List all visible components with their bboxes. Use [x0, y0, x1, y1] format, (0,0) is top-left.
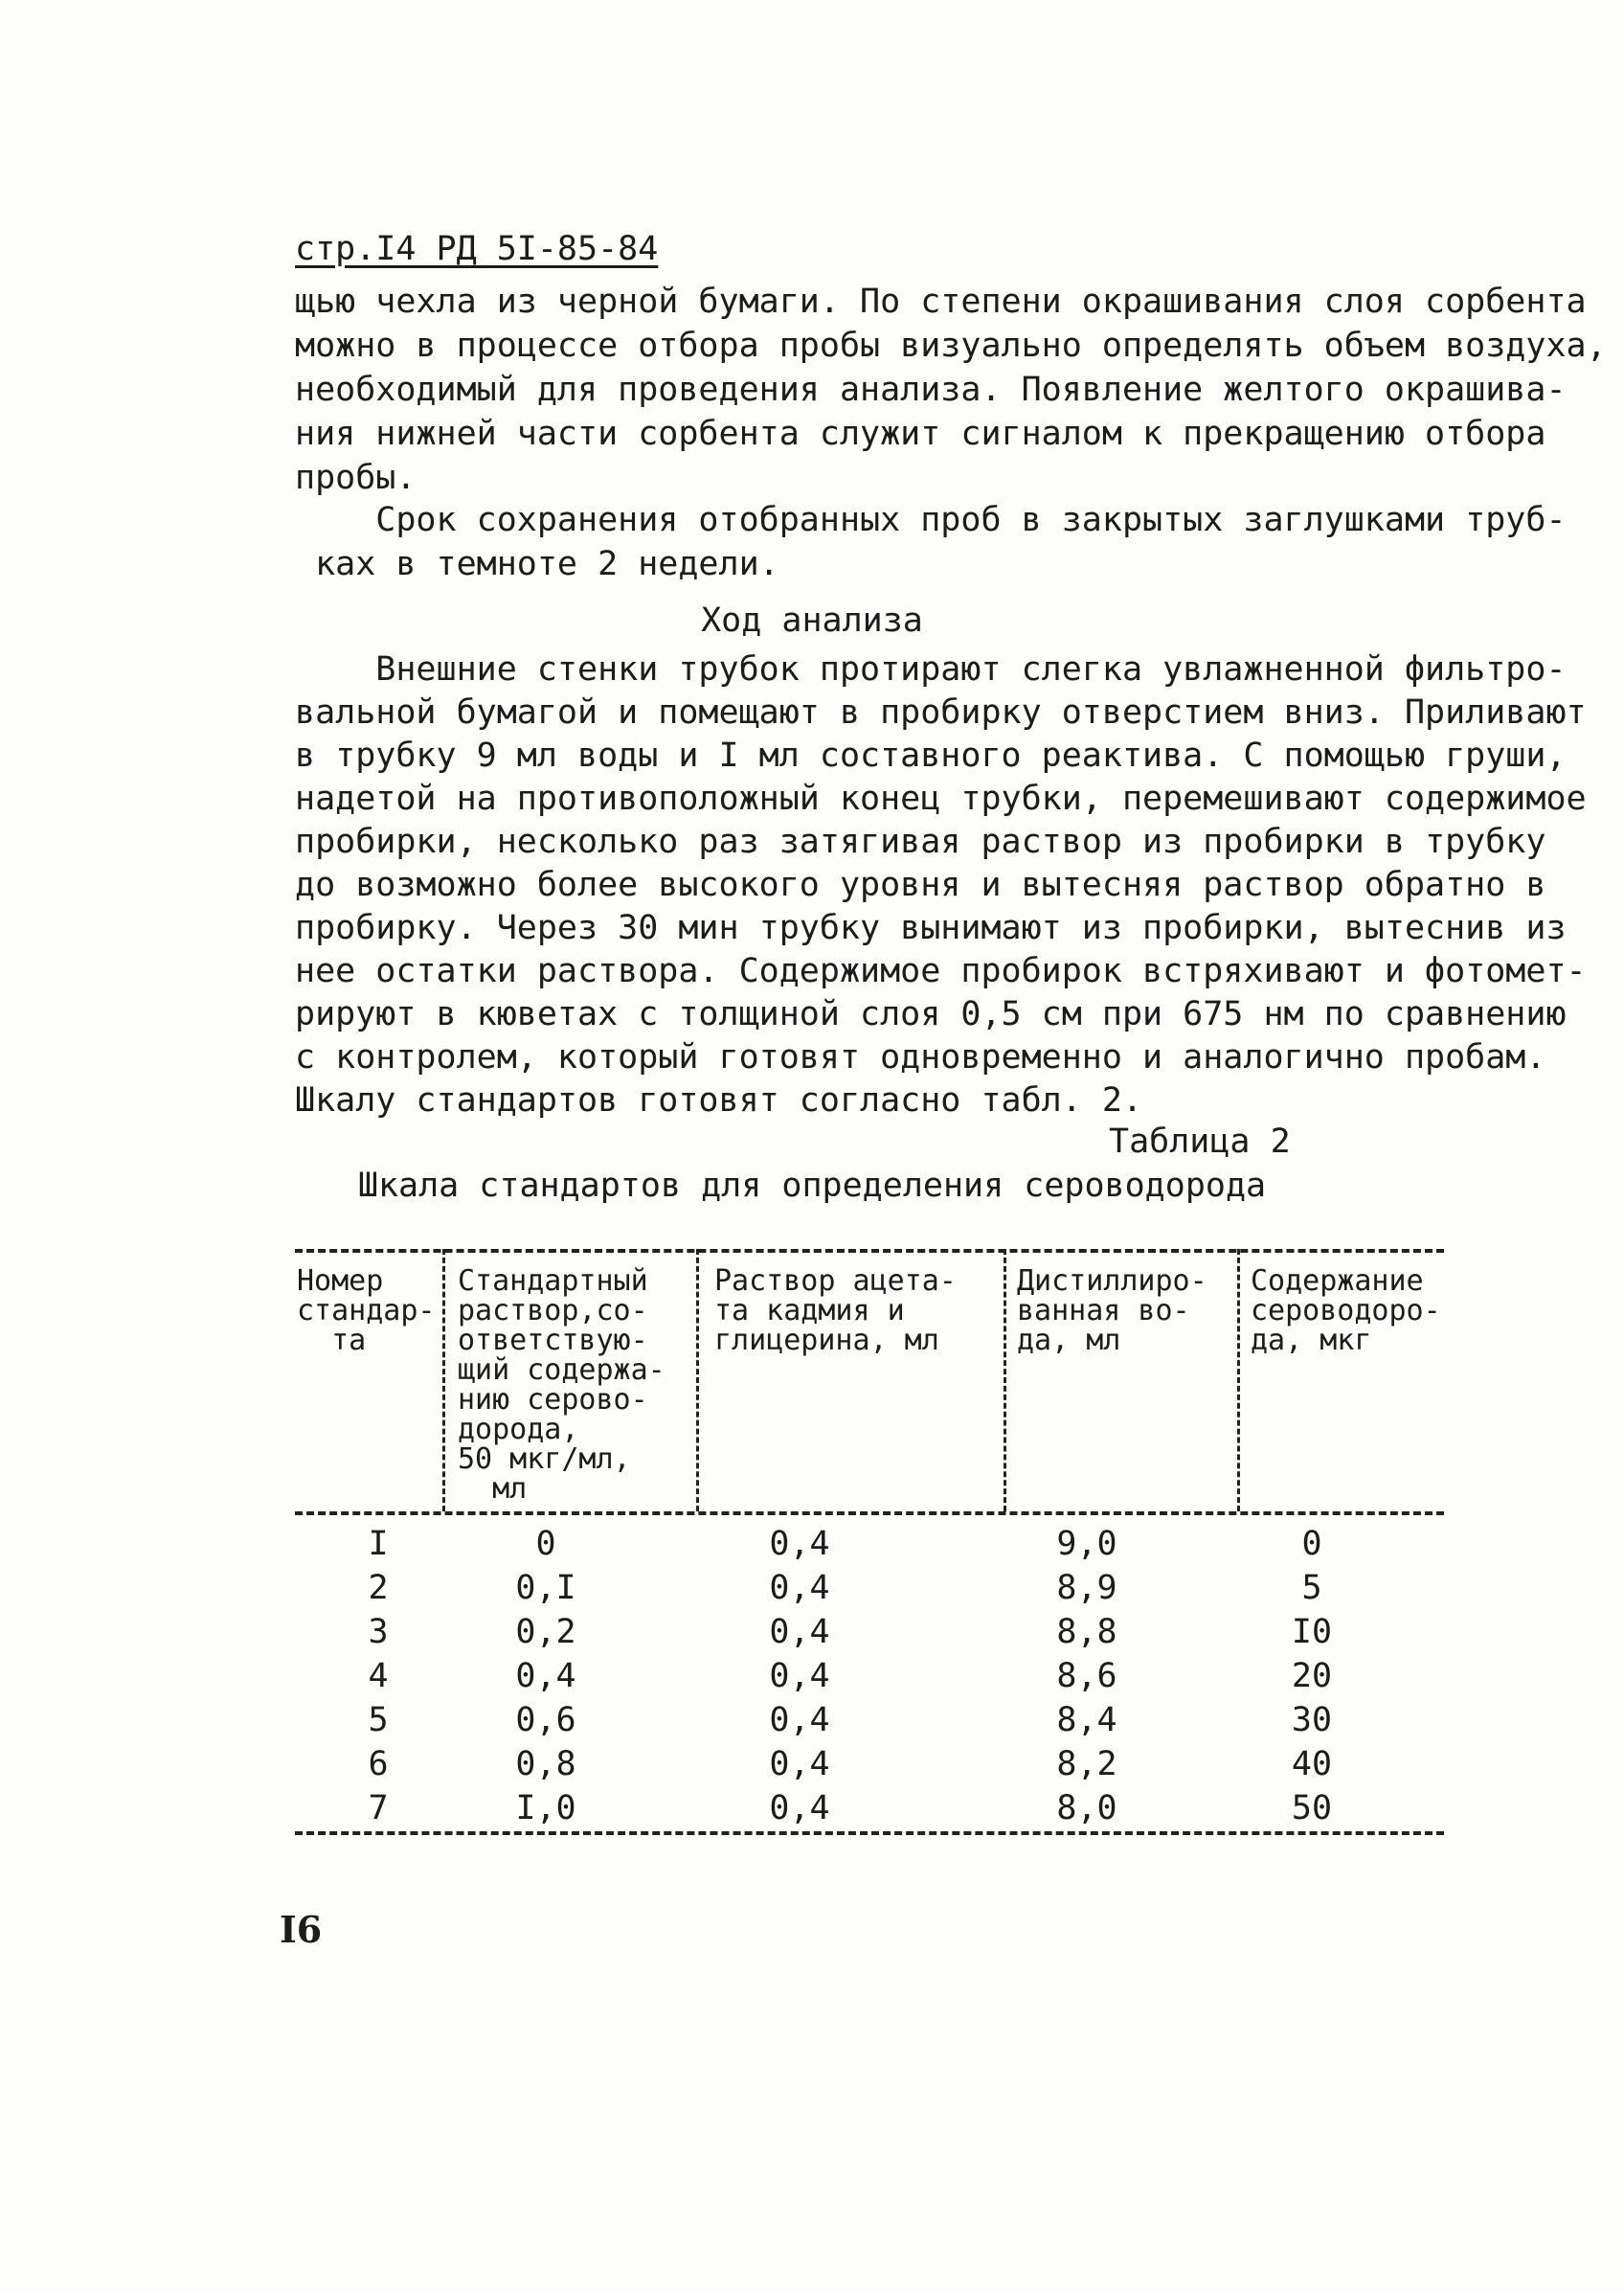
table-cell: 0,4 — [769, 1745, 830, 1783]
table-cell: 0,2 — [515, 1613, 576, 1651]
table-cell: 8,0 — [1056, 1789, 1117, 1827]
table-cell: 4 — [368, 1657, 389, 1695]
page-header: стр.I4 РД 5I-85-84 — [295, 230, 659, 268]
table-header-cell: Раствор ацета- та кадмия и глицерина, мл — [714, 1264, 957, 1357]
table-cell: 30 — [1291, 1701, 1333, 1739]
table-cell: 0,8 — [515, 1745, 576, 1783]
table-rule-top — [295, 1249, 1444, 1253]
text-line: щью чехла из черной бумаги. По степени окрашивания слоя сорбента — [295, 283, 1587, 321]
table-cell: 0,6 — [515, 1701, 576, 1739]
table-header-cell: Номер стандар- та — [297, 1264, 436, 1357]
table-rule-bottom — [295, 1831, 1444, 1835]
table-cell: 0,4 — [769, 1701, 830, 1739]
table-cell: 5 — [368, 1701, 389, 1739]
table-cell: 8,2 — [1056, 1745, 1117, 1783]
table-cell: I — [368, 1525, 389, 1563]
table-column-divider — [442, 1249, 445, 1511]
table-cell: I,0 — [515, 1789, 576, 1827]
table-cell: 0 — [1301, 1525, 1322, 1563]
table-column-divider — [696, 1249, 699, 1511]
text-line: до возможно более высокого уровня и вытесняя раствор обратно в — [295, 866, 1546, 904]
text-line: рируют в кюветах с толщиной слоя 0,5 см при 675 нм по сравнению — [295, 995, 1567, 1033]
text-line: пробы. — [295, 459, 417, 497]
text-line: надетой на противоположный конец трубки, перемешивают содержимое — [295, 780, 1587, 818]
text-line: необходимый для проведения анализа. Появление желтого окрашива- — [295, 371, 1567, 409]
table-cell: 0,4 — [769, 1657, 830, 1695]
text-line: Внешние стенки трубок протирают слегка увлажненной фильтро- — [295, 650, 1567, 689]
table-cell: 40 — [1291, 1745, 1333, 1783]
text-line: в трубку 9 мл воды и I мл составного реактива. С помощью груши, — [295, 737, 1567, 775]
text-line: можно в процессе отбора пробы визуально определять объем воздуха, — [295, 327, 1607, 365]
table-column-divider — [1237, 1249, 1240, 1511]
text-line: пробирки, несколько раз затягивая раствор из пробирки в трубку — [295, 823, 1546, 861]
text-line: вальной бумагой и помещают в пробирку отверстием вниз. Приливают — [295, 693, 1587, 732]
table-rule-header — [295, 1511, 1444, 1515]
table-cell: 50 — [1291, 1789, 1333, 1827]
table-cell: 7 — [368, 1789, 389, 1827]
table-cell: I0 — [1291, 1613, 1333, 1651]
text-line: пробирку. Через 30 мин трубку вынимают из пробирки, вытеснив из — [295, 909, 1567, 947]
table-cell: 9,0 — [1056, 1525, 1117, 1563]
table-header-cell: Стандартный раствор,со- ответствую- щий содержа- нию серово- дорода, 50 мкг/мл, мл — [458, 1264, 665, 1506]
table-cell: 0,4 — [769, 1569, 830, 1607]
table-cell: 8,6 — [1056, 1657, 1117, 1695]
text-line: ния нижней части сорбента служит сигналом к прекращению отбора — [295, 415, 1546, 453]
text-line: ках в темноте 2 недели. — [295, 545, 779, 583]
page-number: I6 — [280, 1908, 323, 1951]
text-line: с контролем, который готовят одновременно и аналогично пробам. — [295, 1038, 1546, 1077]
table-header-cell: Содержание сероводоро- да, мкг — [1251, 1264, 1441, 1357]
table-cell: 0,4 — [769, 1789, 830, 1827]
table-cell: 0,4 — [515, 1657, 576, 1695]
table-cell: 0,I — [515, 1569, 576, 1607]
table-cell: 2 — [368, 1569, 389, 1607]
table-cell: 8,4 — [1056, 1701, 1117, 1739]
table-cell: 0,4 — [769, 1525, 830, 1563]
table-cell: 5 — [1301, 1569, 1322, 1607]
table-column-divider — [1004, 1249, 1006, 1511]
table-header-cell: Дистиллиро- ванная во- да, мл — [1017, 1264, 1207, 1357]
section-title: Ход анализа — [701, 601, 923, 640]
table-cell: 6 — [368, 1745, 389, 1783]
table-cell: 3 — [368, 1613, 389, 1651]
table-cell: 20 — [1291, 1657, 1333, 1695]
text-line: Шкалу стандартов готовят согласно табл. 2. — [295, 1081, 1143, 1120]
table-label: Таблица 2 — [1109, 1123, 1291, 1161]
table-cell: 8,8 — [1056, 1613, 1117, 1651]
table-cell: 0 — [535, 1525, 556, 1563]
text-line: нее остатки раствора. Содержимое пробирок встряхивают и фотомет- — [295, 952, 1587, 990]
text-line: Срок сохранения отобранных проб в закрытых заглушками труб- — [295, 501, 1567, 539]
table-cell: 0,4 — [769, 1613, 830, 1651]
table-cell: 8,9 — [1056, 1569, 1117, 1607]
table-title: Шкала стандартов для определения сероводорода — [357, 1167, 1267, 1205]
